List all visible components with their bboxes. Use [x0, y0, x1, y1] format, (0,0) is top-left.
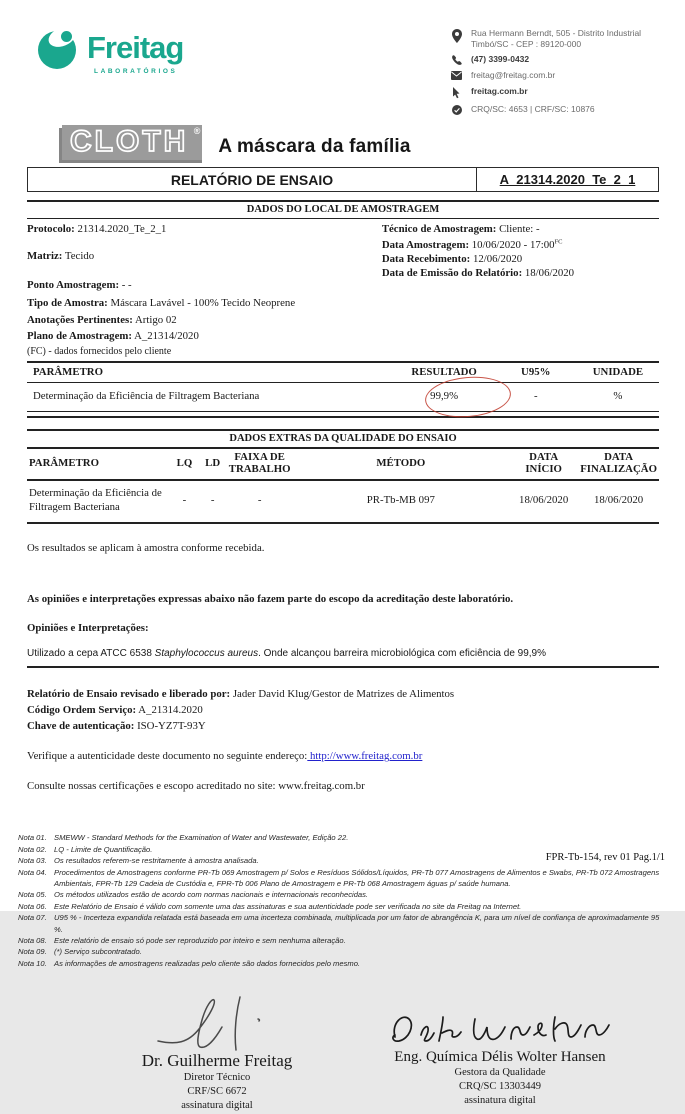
- signature-stroke-right: [383, 1009, 618, 1051]
- footnotes: [18, 832, 677, 969]
- signer-registry: CRF/SC 6672: [187, 1086, 247, 1098]
- address-line-2: Timbó/SC - CEP : 89120-000: [471, 38, 582, 49]
- extras-faixa: -: [227, 480, 293, 523]
- signer-name: Eng. Química Délis Wolter Hansen: [394, 1049, 606, 1066]
- result-param: Determinação da Eficiência de Filtragem Bacteriana: [27, 382, 394, 411]
- service-order-code: Código Ordem Serviço: A_21314.2020: [27, 704, 203, 717]
- col-u95: U95%: [495, 362, 577, 383]
- extras-param: Determinação da Eficiência de Filtragem Bacteriana: [27, 480, 170, 523]
- freitag-logo-icon: [36, 26, 80, 70]
- result-u95: -: [495, 382, 577, 411]
- signer-role: Gestora da Qualidade: [454, 1067, 546, 1079]
- address-line-1: Rua Hermann Berndt, 505 - Distrito Industrial: [471, 28, 642, 38]
- signer-registry: CRQ/SC 13303449: [459, 1081, 541, 1093]
- field-anotacoes: Anotações Pertinentes: Artigo 02: [27, 313, 177, 326]
- verify-line: Verifique a autenticidade deste documento no seguinte endereço: http://www.freitag.com.br: [27, 750, 423, 763]
- extras-metodo: PR-Tb-MB 097: [293, 480, 510, 523]
- section-header-extras: DADOS EXTRAS DA QUALIDADE DO ENSAIO: [27, 429, 659, 449]
- field-tecnico: Técnico de Amostragem: Cliente: -: [381, 223, 540, 236]
- species-name: Staphylococcus aureus: [154, 648, 259, 660]
- freitag-logo: [36, 26, 183, 115]
- col-resultado: RESULTADO: [394, 362, 495, 383]
- field-matriz: Matriz: Tecido: [27, 250, 95, 263]
- phone-icon: [451, 54, 462, 65]
- note-05: Nota 05. Os métodos utilizados estão de acordo com normas nacionais e internacionais reconhecidas.: [18, 890, 369, 900]
- note-03: Nota 03. Os resultados referem-se restritamente à amostra analisada.: [18, 856, 259, 866]
- contact-address: [451, 28, 663, 49]
- brand-tagline: A máscara da família: [218, 136, 411, 158]
- signer-name: Dr. Guilherme Freitag: [141, 1051, 293, 1071]
- fc-superscript: FC: [554, 238, 563, 246]
- extras-ld: -: [199, 480, 227, 523]
- cloth-wordmark: CLOTH: [70, 124, 189, 158]
- statement-disclaimer: As opiniões e interpretações expressas abaixo não fazem parte do escopo da acreditação deste laboratório.: [27, 593, 514, 606]
- results-row: [27, 382, 659, 411]
- check-circle-icon: [451, 104, 462, 115]
- extras-table-wrap: [27, 449, 659, 525]
- signer-role: Diretor Técnico: [183, 1072, 251, 1084]
- result-value: 99,9%: [394, 382, 495, 411]
- brand-row: [62, 125, 685, 161]
- field-data-emissao: Data de Emissão do Relatório: 18/06/2020: [381, 267, 575, 280]
- signature-right: [350, 993, 650, 1114]
- page-header: [0, 0, 685, 115]
- statement-received: Os resultados se aplicam à amostra conforme recebida.: [27, 542, 265, 555]
- col-data-inicio: DATA INÍCIO: [509, 449, 578, 481]
- website-url: freitag.com.br: [471, 85, 528, 96]
- signature-stroke-left: [142, 993, 292, 1055]
- results-table-wrap: [27, 361, 659, 418]
- col-ld: LD: [199, 449, 227, 481]
- logo-subtitle: LABORATÓRIOS: [94, 68, 178, 75]
- extras-inicio: 18/06/2020: [509, 480, 578, 523]
- email-icon: [451, 70, 462, 80]
- title-bar: [27, 167, 659, 192]
- field-plano: Plano de Amostragem: A_21314/2020: [27, 329, 199, 342]
- field-data-amostragem: Data Amostragem: $10/06/2020 - 17:00^{FC}$: [381, 238, 563, 252]
- cloth-logo: [62, 125, 202, 161]
- extras-table: [27, 449, 659, 525]
- field-ponto: Ponto Amostragem: - -: [27, 279, 132, 292]
- note-06: Nota 06. Este Relatório de Ensaio é válido com somente uma das assinaturas e sua autenticidade pode ser verificada no site da Freitag na Internet.: [18, 901, 522, 911]
- result-unit: %: [577, 382, 659, 411]
- col-metodo: MÉTODO: [293, 449, 510, 481]
- results-table: [27, 361, 659, 412]
- signature-type: assinatura digital: [464, 1095, 536, 1107]
- location-pin-icon: [451, 28, 462, 43]
- email-address: freitag@freitag.com.br: [471, 70, 556, 81]
- results-header-row: [27, 362, 659, 383]
- logo-wordmark: Freitag: [87, 30, 184, 65]
- signature-type: assinatura digital: [181, 1100, 253, 1112]
- extras-fim: 18/06/2020: [578, 480, 659, 523]
- consult-line: Consulte nossas certificações e escopo acreditado no site: www.freitag.com.br: [27, 780, 365, 793]
- cursor-icon: [451, 86, 462, 99]
- extras-row: [27, 480, 659, 523]
- field-protocolo: Protocolo: 21314.2020_Te_2_1: [27, 223, 167, 236]
- note-04: Nota 04. Procedimentos de Amostragens conforme PR-Tb 069 Amostragem p/ Solos e Resíduos Sólidos/Líquidos, PR-Tb 077 Amostragens de Alimentos e Swabs, PR-Tb 072 Amostragens Ambientais, FPR-Tb 129 Cadeia de Custódia e, FPR-Tb 006 Plano de Amostragem e PR-Tb 068 Amostragem águas p/ saúde humana.: [18, 867, 660, 888]
- col-faixa: FAIXA DE TRABALHO: [227, 449, 293, 481]
- section-header-local: DADOS DO LOCAL DE AMOSTRAGEM: [27, 200, 659, 219]
- registered-mark: ®: [193, 125, 201, 136]
- reviewer-block: [27, 687, 658, 734]
- report-title: RELATÓRIO DE ENSAIO: [170, 171, 334, 188]
- note-10: Nota 10. As informações de amostragens realizadas pelo cliente são dados fornecidos pelo mesmo.: [18, 958, 361, 968]
- col-parametro-2: PARÂMETRO: [27, 449, 170, 481]
- phone-number: (47) 3399-0432: [471, 54, 530, 65]
- contact-registry: [451, 104, 663, 115]
- extras-lq: -: [170, 480, 198, 523]
- note-07: Nota 07. U95 % - Incerteza expandida relatada está baseada em uma incerteza combinada, multiplicada por um fator de abrangência K, para um nível de confiança de aproximadamente 95 %.: [18, 913, 660, 934]
- opinions-label: Opiniões e Interpretações:: [27, 622, 149, 635]
- col-parametro: PARÂMETRO: [27, 362, 394, 383]
- note-02: Nota 02. LQ - Limite de Quantificação.: [18, 844, 153, 854]
- sample-info: [27, 222, 659, 356]
- col-unidade: UNIDADE: [577, 362, 659, 383]
- document-reference: FPR-Tb-154, rev 01 Pag.1/1: [545, 852, 665, 864]
- note-08: Nota 08. Este relatório de ensaio só pode ser reproduzido por inteiro e sem nenhuma alteração.: [18, 935, 346, 945]
- signature-left: [72, 993, 362, 1114]
- field-data-recebimento: Data Recebimento: 12/06/2020: [381, 253, 523, 266]
- report-code: A_21314.2020_Te_2_1: [476, 168, 658, 191]
- extras-header-row: [27, 449, 659, 481]
- contact-email: [451, 70, 663, 81]
- fc-note: (FC) - dados fornecidos pelo cliente: [27, 345, 172, 357]
- contact-phone: [451, 54, 663, 65]
- contact-website: [451, 86, 663, 99]
- field-tipo: Tipo de Amostra: Máscara Lavável - 100% Tecido Neoprene: [27, 297, 296, 310]
- note-09: Nota 09. (*) Serviço subcontratado.: [18, 947, 142, 957]
- reviewed-by: Relatório de Ensaio revisado e liberado por: Jader David Klug/Gestor de Matrizes de Alimentos: [27, 688, 455, 701]
- opinion-text: Utilizado a cepa ATCC 6538 Staphylococcus aureus. Onde alcançou barreira microbiológica com eficiência de 99,9%: [27, 648, 659, 668]
- auth-key: Chave de autenticação: ISO-YZ7T-93Y: [27, 719, 206, 732]
- signature-area: [0, 993, 685, 1114]
- note-01: Nota 01. SMEWW - Standard Methods for the Examination of Water and Wastewater, Edição 22.: [18, 833, 349, 843]
- verify-link[interactable]: http://www.freitag.com.br: [307, 750, 423, 763]
- registry-numbers: CRQ/SC: 4653 | CRF/SC: 10876: [471, 103, 595, 114]
- contact-block: [451, 26, 663, 115]
- col-lq: LQ: [170, 449, 198, 481]
- col-data-fim: DATA FINALIZAÇÃO: [578, 449, 659, 481]
